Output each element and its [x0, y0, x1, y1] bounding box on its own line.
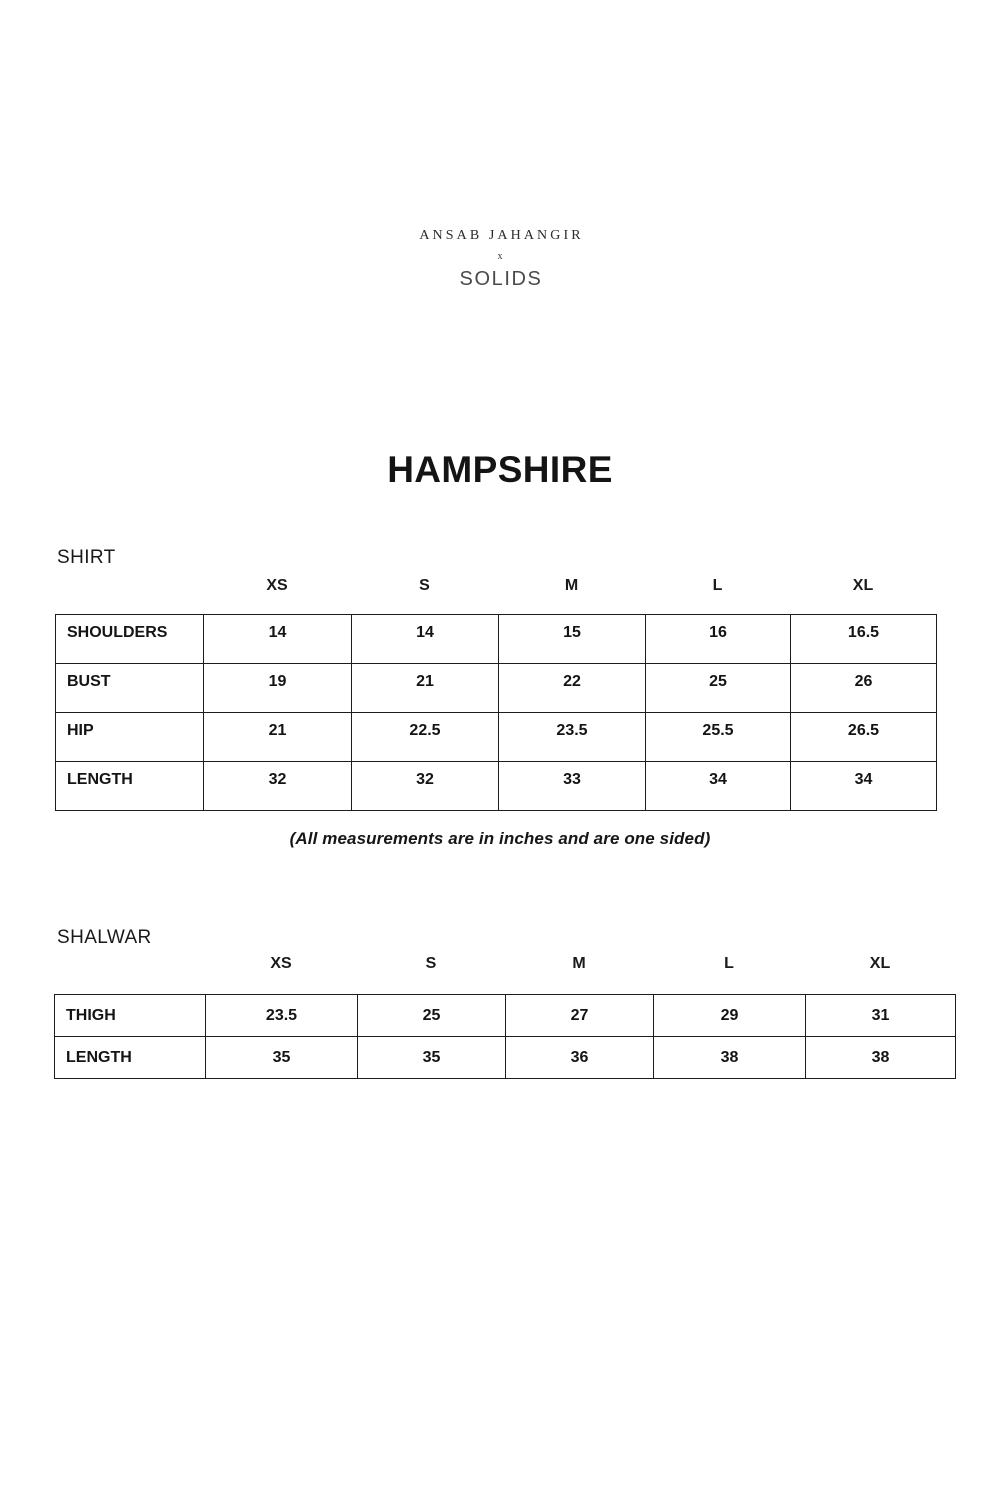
cell-bust-l: 25	[646, 664, 791, 713]
row-label-thigh: THIGH	[55, 995, 206, 1037]
cell-bust-s: 21	[352, 664, 499, 713]
row-label-shoulders: SHOULDERS	[56, 615, 204, 664]
cell-shoulders-s: 14	[352, 615, 499, 664]
table-row	[56, 615, 937, 664]
cell-length-shirt-xs: 32	[204, 762, 352, 811]
cell-shoulders-xs: 14	[204, 615, 352, 664]
cell-hip-l: 25.5	[646, 713, 791, 762]
cell-length-shalwar-xl: 38	[806, 1037, 956, 1079]
row-label-length-shirt: LENGTH	[56, 762, 204, 811]
cell-bust-xl: 26	[791, 664, 937, 713]
size-table-shirt	[55, 614, 937, 811]
size-header-s: S	[419, 577, 430, 594]
size-header-s: S	[425, 955, 437, 972]
cell-length-shalwar-m: 36	[506, 1037, 654, 1079]
cell-hip-xs: 21	[204, 713, 352, 762]
size-table-shalwar	[54, 994, 956, 1079]
size-header-xs: XS	[270, 955, 292, 972]
brand-sub-name: SOLIDS	[459, 268, 543, 291]
cell-bust-m: 22	[499, 664, 646, 713]
cell-shoulders-l: 16	[646, 615, 791, 664]
cell-length-shalwar-xs: 35	[206, 1037, 358, 1079]
brand-logo	[0, 228, 1000, 290]
cell-hip-xl: 26.5	[791, 713, 937, 762]
size-header-l: L	[724, 955, 734, 972]
cell-length-shalwar-l: 38	[654, 1037, 806, 1079]
cell-shoulders-xl: 16.5	[791, 615, 937, 664]
table-row	[56, 713, 937, 762]
cell-length-shirt-xl: 34	[791, 762, 937, 811]
size-header-m: M	[572, 955, 586, 972]
size-header-m: M	[564, 577, 579, 594]
row-label-hip: HIP	[56, 713, 204, 762]
table-row	[55, 1037, 956, 1079]
cell-length-shirt-m: 33	[499, 762, 646, 811]
brand-name: ANSAB JAHANGIR	[419, 228, 584, 243]
cell-hip-m: 23.5	[499, 713, 646, 762]
brand-collab-x: x	[497, 251, 503, 263]
table-row	[56, 664, 937, 713]
row-label-length-shalwar: LENGTH	[55, 1037, 206, 1079]
size-header-l: L	[712, 577, 723, 594]
table-row	[56, 762, 937, 811]
cell-thigh-s: 25	[358, 995, 506, 1037]
section-label-shirt: SHIRT	[57, 547, 116, 568]
section-label-shalwar: SHALWAR	[57, 927, 152, 948]
cell-thigh-xl: 31	[806, 995, 956, 1037]
cell-thigh-m: 27	[506, 995, 654, 1037]
cell-length-shirt-l: 34	[646, 762, 791, 811]
cell-length-shirt-s: 32	[352, 762, 499, 811]
table-row	[55, 995, 956, 1037]
row-label-bust: BUST	[56, 664, 204, 713]
cell-thigh-l: 29	[654, 995, 806, 1037]
size-header-xl: XL	[869, 955, 891, 972]
size-header-row-shirt	[55, 577, 936, 595]
size-header-xl: XL	[852, 577, 874, 594]
size-header-spacer	[55, 577, 203, 595]
size-header-spacer	[54, 955, 205, 973]
cell-length-shalwar-s: 35	[358, 1037, 506, 1079]
page-title: HAMPSHIRE	[387, 449, 613, 490]
size-header-row-shalwar	[54, 955, 955, 973]
measurements-footnote: (All measurements are in inches and are one sided)	[289, 829, 711, 848]
cell-hip-s: 22.5	[352, 713, 499, 762]
cell-bust-xs: 19	[204, 664, 352, 713]
cell-shoulders-m: 15	[499, 615, 646, 664]
size-header-xs: XS	[266, 577, 288, 594]
cell-thigh-xs: 23.5	[206, 995, 358, 1037]
